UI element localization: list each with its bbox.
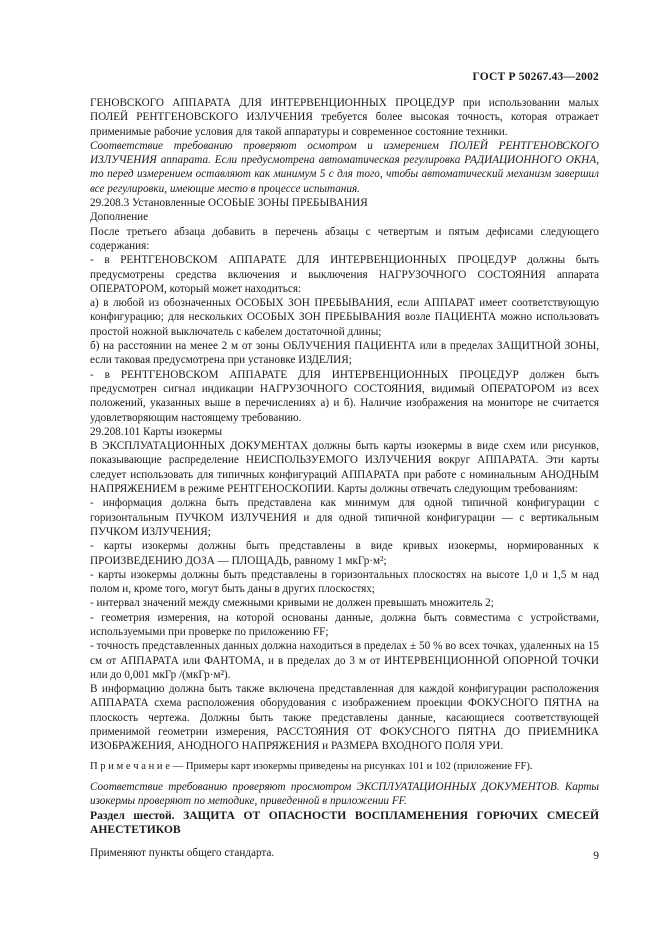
dash-item: - точность представленных данных должна находиться в пределах ± 50 % во всех точках, удаленных на 15 см от АППАРАТА или ФАНТОМА, и в пределах до 3 м от ИНТЕРВЕНЦИОННОЙ ОПОРНОЙ ТОЧКИ или до 0,001 мкГр /(мкГр·м²). [90,640,599,681]
dash-item: - в РЕНТГЕНОВСКОМ АППАРАТЕ ДЛЯ ИНТЕРВЕНЦИОННЫХ ПРОЦЕДУР должен быть предусмотрен сигнал индикации НАГРУЗОЧНОГО СОСТОЯНИЯ, видимый ОПЕРАТОРОМ из всех положений, указанных выше в перечислениях а) и б). Наличие изображения на мониторе не считается удовлетворяющим настоящему требованию. [90,368,599,424]
list-item-a: а) в любой из обозначенных ОСОБЫХ ЗОН ПРЕБЫВАНИЯ, если АППАРАТ имеет соответствующую конфигурацию; для нескольких ОСОБЫХ ЗОН ПРЕБЫВАНИЯ возле ПАЦИЕНТА можно использовать простой ножной выключатель с кабелем достаточной длины; [90,297,599,338]
page-number: 9 [593,850,599,862]
dash-item: - геометрия измерения, на которой основаны данные, должна быть совместима с устройствами, используемыми при проверке по приложению FF; [90,611,599,638]
document-body [90,96,599,860]
dash-item: - интервал значений между смежными кривыми не должен превышать множитель 2; [90,597,494,610]
dash-item: - информация должна быть представлена как минимум для одной типичной конфигурации с горизонтальным ПУЧКОМ ИЗЛУЧЕНИЯ и для одной типичной конфигурации — с вертикальным ПУЧКОМ ИЗЛУЧЕНИЯ; [90,497,599,538]
clause-heading-29-208-3: 29.208.3 Установленные ОСОБЫЕ ЗОНЫ ПРЕБЫВАНИЯ [90,197,368,210]
compliance-paragraph: Соответствие требованию проверяют осмотром и измерением ПОЛЕЙ РЕНТГЕНОВСКОГО ИЗЛУЧЕНИЯ аппарата. Если предусмотрена автоматическая регулировка РАДИАЦИОННОГО ОКНА, то перед измерением оставляют как минимум 5 с для того, чтобы автоматический механизм завершил все регулировки, имеющие место в процессе испытания. [90,139,599,195]
section-heading: Раздел шестой. ЗАЩИТА ОТ ОПАСНОСТИ ВОСПЛАМЕНЕНИЯ ГОРЮЧИХ СМЕСЕЙ АНЕСТЕТИКОВ [90,808,599,837]
standard-code-header: ГОСТ Р 50267.43—2002 [472,71,599,83]
dash-item: - карты изокермы должны быть представлены в горизонтальных плоскостях на высоте 1,0 и 1,5 м над полом и, кроме того, могут быть даны в других плоскостях; [90,568,599,596]
body-paragraph: В информацию должна быть также включена представленная для каждой конфигурации расположения АППАРАТА схема расположения оборудования с изображением проекции ФОКУСНОГО ПЯТНА на плоскость чертежа. Должны быть также представлены данные, касающиеся соответствующей применимой геометрии измерения, РАССТОЯНИЯ ОТ ФОКУСНОГО ПЯТНА ДО ПРИЕМНИКА ИЗОБРАЖЕНИЯ, АНОДНОГО НАПРЯЖЕНИЯ и РАЗМЕРА ВХОДНОГО ПОЛЯ УРИ. [90,683,599,753]
addition-label: Дополнение [90,211,149,224]
body-paragraph: В ЭКСПЛУАТАЦИОННЫХ ДОКУМЕНТАХ должны быть карты изокермы в виде схем или рисунков, показывающие распределение НЕИСПОЛЬЗУЕМОГО ИЗЛУЧЕНИЯ вокруг АППАРАТА. Эти карты следует использовать для типичных конфигураций АППАРАТА при работе с номинальным АНОДНЫМ НАПРЯЖЕНИЕМ в режиме РЕНТГЕНОСКОПИИ. Карты должны отвечать следующим требованиям: [90,440,599,496]
compliance-paragraph: Соответствие требованию проверяют просмотром ЭКСПЛУАТАЦИОННЫХ ДОКУМЕНТОВ. Карты изокермы проверяют по методике, приведенной в приложении FF. [90,780,599,808]
instruction-paragraph: После третьего абзаца добавить в перечень абзацы с четвертым и пятым дефисами следующего содержания: [90,225,599,252]
dash-item: - в РЕНТГЕНОВСКОМ АППАРАТЕ ДЛЯ ИНТЕРВЕНЦИОННЫХ ПРОЦЕДУР должны быть предусмотрены средства включения и выключения НАГРУЗОЧНОГО СОСТОЯНИЯ аппарата ОПЕРАТОРОМ, который может находиться: [90,254,599,295]
clause-heading-29-208-101: 29.208.101 Карты изокермы [90,425,223,438]
note-paragraph: П р и м е ч а н и е — Примеры карт изокермы приведены на рисунках 101 и 102 (приложение FF). [90,760,533,772]
dash-item: - карты изокермы должны быть представлены в виде кривых изокермы, нормированных к ПРОИЗВЕДЕНИЮ ДОЗА — ПЛОЩАДЬ, равному 1 мкГр·м²; [90,540,599,567]
list-item-b: б) на расстоянии на менее 2 м от зоны ОБЛУЧЕНИЯ ПАЦИЕНТА или в пределах ЗАЩИТНОЙ ЗОНЫ, если таковая предусмотрена при установке ИЗДЕЛИЯ; [90,340,599,367]
paragraph-continuation: ГЕНОВСКОГО АППАРАТА ДЛЯ ИНТЕРВЕНЦИОННЫХ ПРОЦЕДУР при использовании малых ПОЛЕЙ РЕНТГЕНОВСКОГО ИЗЛУЧЕНИЯ требуется более высокая точность, которая отражает применимые рабочие условия для такой аппаратуры и современное состояние техники. [90,97,599,138]
body-paragraph: Применяют пункты общего стандарта. [90,846,275,859]
